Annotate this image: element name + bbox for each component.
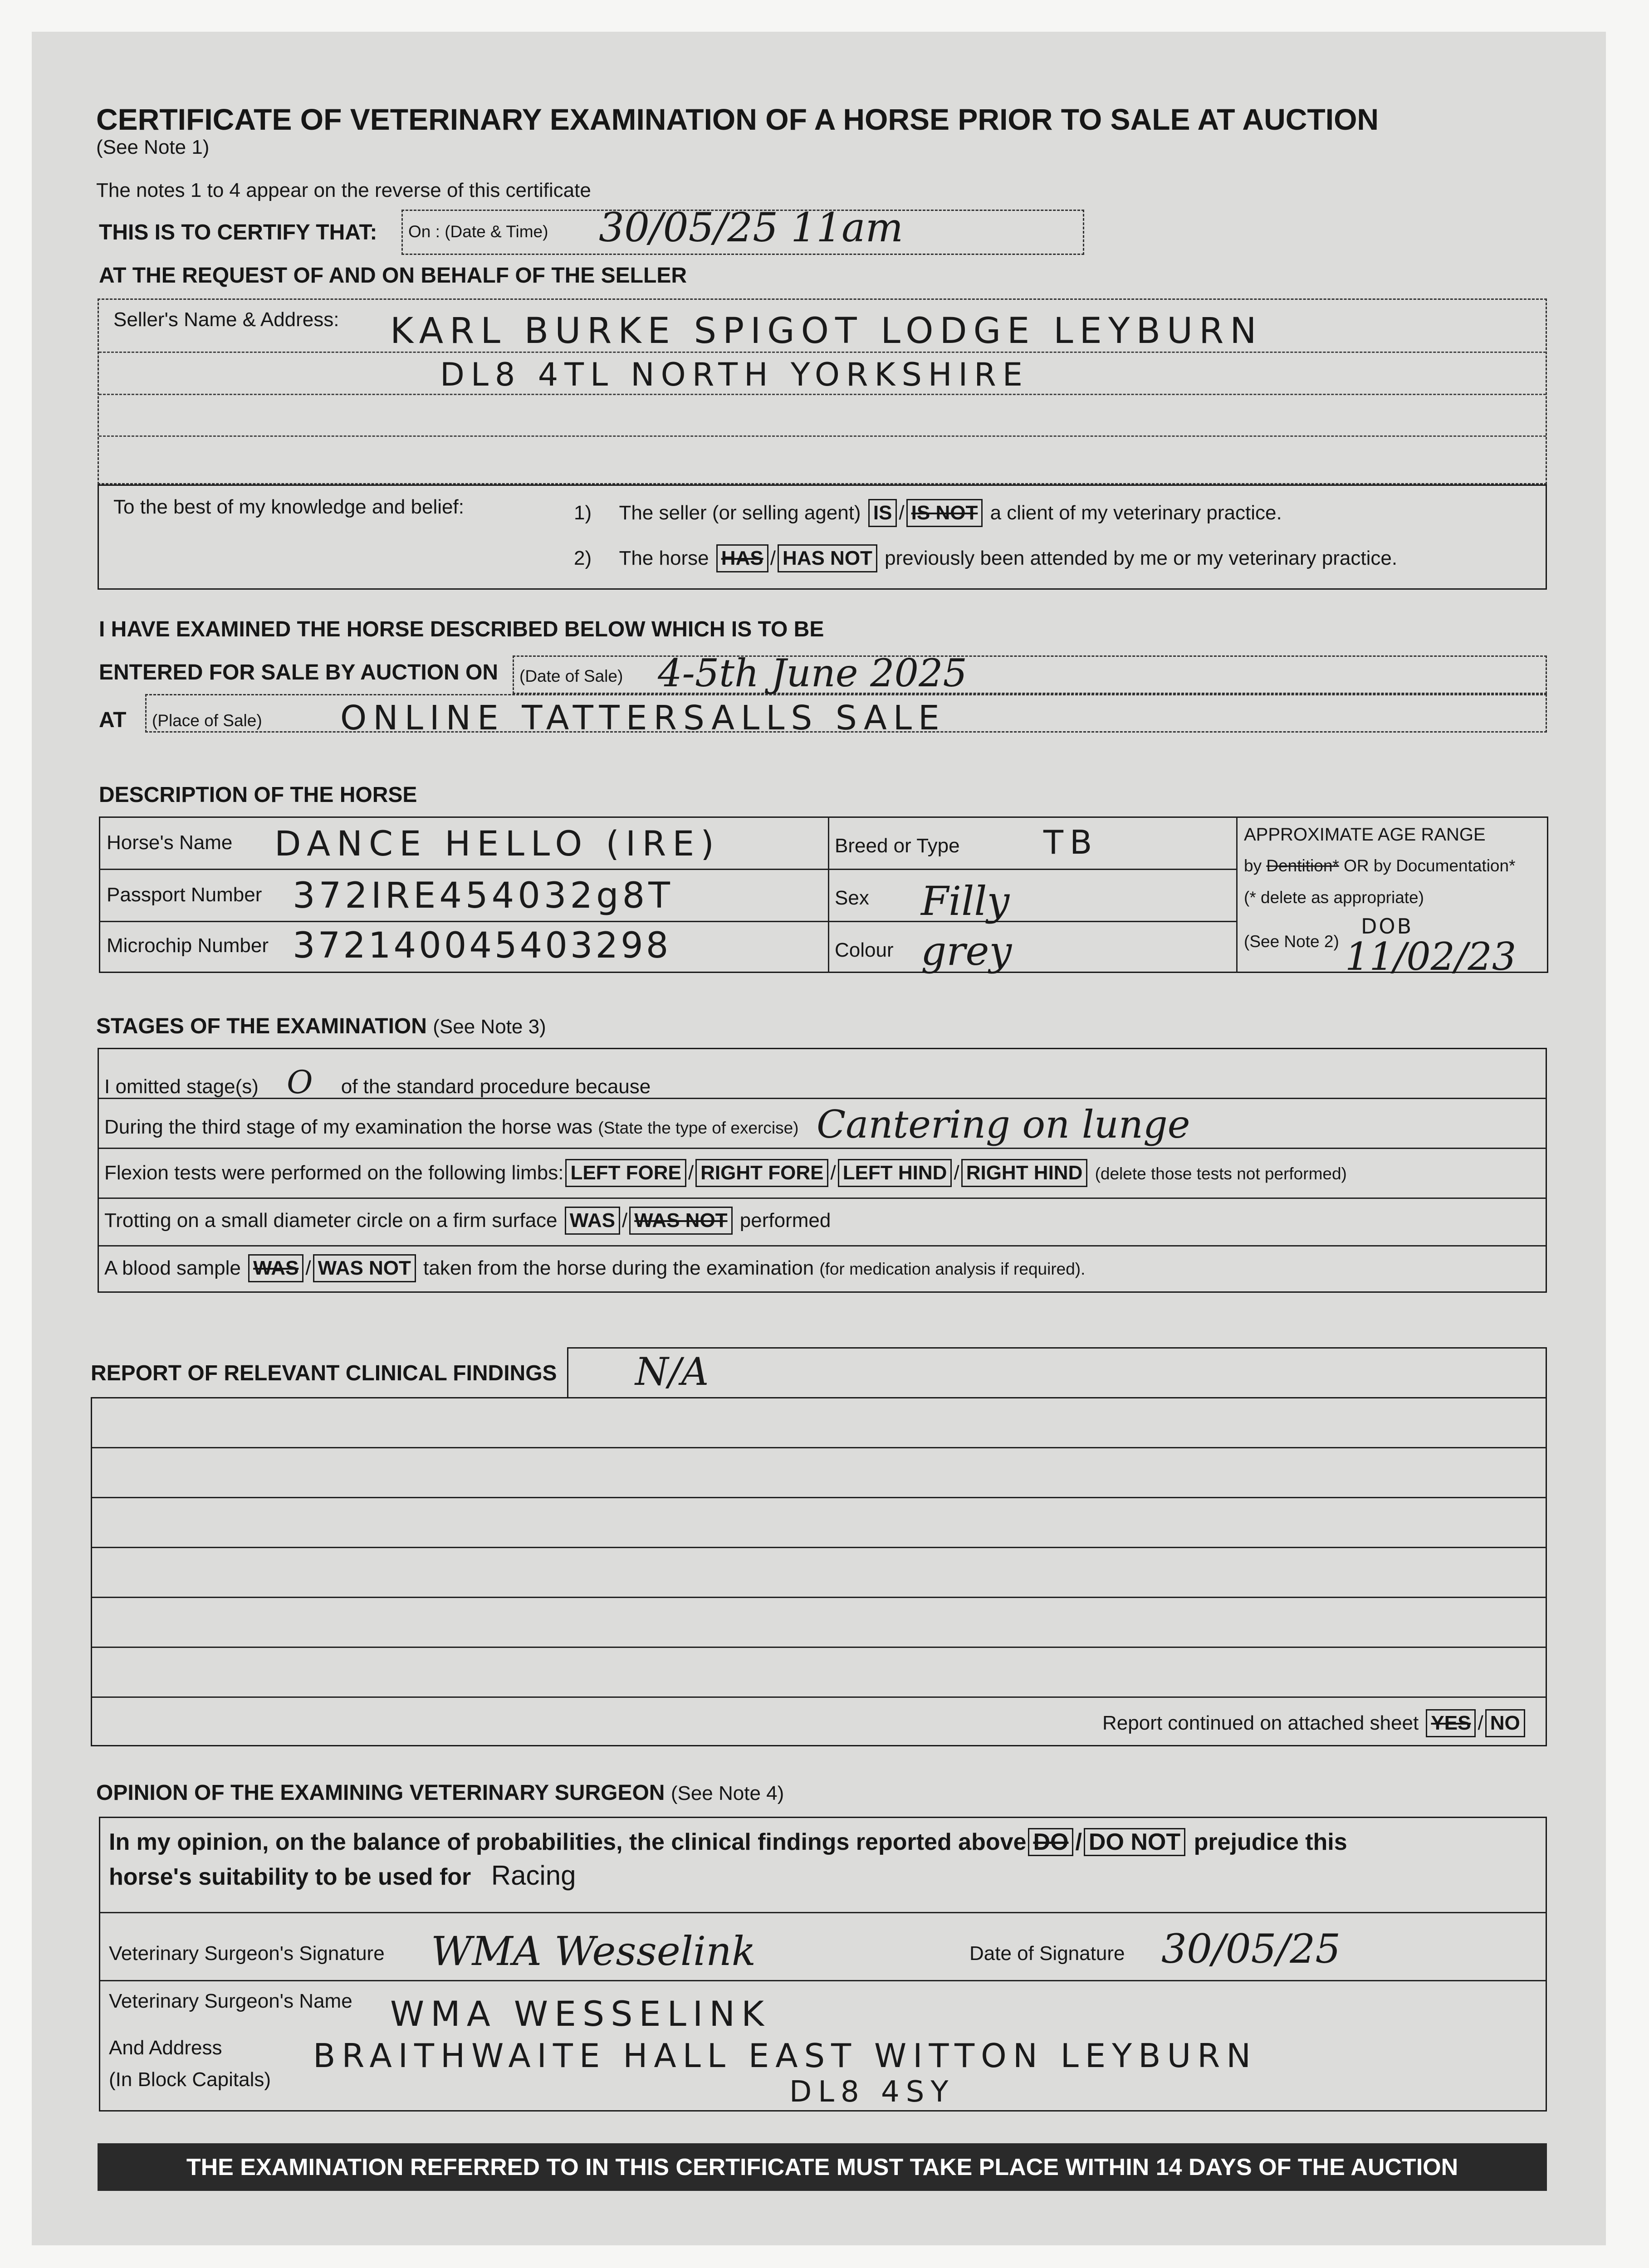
- statement-1-number: 1): [574, 502, 592, 524]
- trotting-row: [104, 1207, 831, 1235]
- date-time-label: On : (Date & Time): [408, 222, 548, 241]
- microchip-label: Microchip Number: [107, 934, 269, 957]
- opinion-line-1: [109, 1828, 1347, 1856]
- horse-row-divider-1: [99, 869, 1236, 870]
- age-dentition-option[interactable]: Dentition*: [1266, 856, 1339, 875]
- age-see-note-2: (See Note 2): [1244, 932, 1339, 951]
- blood-sep: /: [305, 1257, 311, 1279]
- report-first-line[interactable]: [567, 1347, 1547, 1397]
- stages-heading-note: (See Note 3): [433, 1016, 546, 1038]
- address-label-1: And Address: [109, 2037, 222, 2059]
- sale-date-label: (Date of Sale): [519, 667, 623, 685]
- opinion-line-2: [109, 1860, 576, 1891]
- third-stage-note: (State the type of exercise): [598, 1119, 799, 1137]
- opinion-sep: /: [1075, 1829, 1082, 1855]
- horse-has-not-option[interactable]: HAS NOT: [778, 544, 877, 572]
- sex-label: Sex: [835, 887, 869, 909]
- statement-2-text: The horse: [619, 547, 709, 569]
- horse-heading: DESCRIPTION OF THE HORSE: [99, 783, 417, 807]
- colour-label: Colour: [835, 939, 894, 961]
- blood-post: taken from the horse during the examination: [423, 1257, 814, 1279]
- footer-banner: THE EXAMINATION REFERRED TO IN THIS CERTIFICATE MUST TAKE PLACE WITHIN 14 DAYS OF THE AUCTION: [98, 2143, 1547, 2191]
- passport-label: Passport Number: [107, 884, 262, 906]
- statement-1: [574, 499, 1282, 527]
- breed-value[interactable]: TB: [1043, 823, 1099, 861]
- report-rule-2: [92, 1497, 1546, 1498]
- opinion-heading-text: OPINION OF THE EXAMINING VETERINARY SURGEON: [96, 1781, 665, 1805]
- colour-value[interactable]: grey: [921, 928, 1012, 974]
- statement-1-text: The seller (or selling agent): [619, 502, 861, 524]
- statement-2-post: previously been attended by me or my veterinary practice.: [885, 547, 1398, 569]
- opinion-purpose-value[interactable]: Racing: [491, 1860, 576, 1891]
- report-value[interactable]: N/A: [635, 1349, 709, 1394]
- report-continued-row: [1102, 1709, 1527, 1737]
- trotting-was-not-option[interactable]: WAS NOT: [629, 1207, 732, 1235]
- trotting-was-option[interactable]: WAS: [565, 1207, 620, 1235]
- opinion-rule-2: [100, 1980, 1546, 1981]
- sale-date-value: 4-5th June 2025: [658, 651, 967, 695]
- address-value-2[interactable]: DL8 4SY: [789, 2075, 955, 2109]
- blood-row: [104, 1254, 1085, 1282]
- flexion-sep-1: /: [688, 1162, 694, 1184]
- report-rule-3: [92, 1547, 1546, 1548]
- sale-place-value: ONLINE TATTERSALLS SALE: [340, 699, 946, 738]
- report-continued-label: Report continued on attached sheet: [1102, 1712, 1419, 1734]
- trotting-post: performed: [739, 1209, 831, 1232]
- blood-was-option[interactable]: WAS: [248, 1254, 303, 1282]
- blood-note: (for medication analysis if required).: [819, 1260, 1086, 1278]
- at-label: AT: [99, 708, 127, 732]
- vet-name-label: Veterinary Surgeon's Name: [109, 1990, 352, 2012]
- entered-label: ENTERED FOR SALE BY AUCTION ON: [99, 660, 499, 684]
- opinion-rule-1: [100, 1912, 1546, 1913]
- right-fore-option[interactable]: RIGHT FORE: [695, 1159, 828, 1187]
- stages-rule-2: [99, 1148, 1546, 1149]
- omitted-label: I omitted stage(s): [104, 1075, 259, 1098]
- certificate-title: CERTIFICATE OF VETERINARY EXAMINATION OF A HORSE PRIOR TO SALE AT AUCTION: [96, 103, 1379, 136]
- microchip-value[interactable]: 372140045403298: [293, 925, 671, 966]
- left-fore-option[interactable]: LEFT FORE: [565, 1159, 686, 1187]
- statement-2-number: 2): [574, 547, 592, 569]
- dob-label: DOB: [1361, 914, 1414, 938]
- seller-is-option[interactable]: IS: [868, 499, 897, 527]
- opinion-text: In my opinion, on the balance of probabilities, the clinical findings reported above: [109, 1829, 1027, 1855]
- sale-place-label: (Place of Sale): [152, 711, 262, 730]
- horse-name-value[interactable]: DANCE HELLO (IRE): [274, 823, 720, 864]
- horse-name-label: Horse's Name: [107, 831, 233, 854]
- omitted-row: [104, 1064, 651, 1101]
- seller-is-not-option[interactable]: IS NOT: [906, 499, 983, 527]
- right-hind-option[interactable]: RIGHT HIND: [961, 1159, 1088, 1187]
- seller-rule-3: [99, 435, 1546, 437]
- signature-label: Veterinary Surgeon's Signature: [109, 1942, 385, 1965]
- age-by: by: [1244, 856, 1262, 875]
- horse-col-divider-1: [828, 816, 829, 973]
- continued-sep: /: [1478, 1712, 1483, 1734]
- statement-1-sep: /: [899, 502, 905, 524]
- stages-rule-3: [99, 1198, 1546, 1199]
- continued-yes-option[interactable]: YES: [1426, 1709, 1476, 1737]
- seller-line1[interactable]: KARL BURKE SPIGOT LODGE LEYBURN: [390, 311, 1263, 352]
- report-heading: REPORT OF RELEVANT CLINICAL FINDINGS: [91, 1361, 557, 1385]
- third-stage-value[interactable]: Cantering on lunge: [817, 1102, 1190, 1147]
- passport-value[interactable]: 372IRE454032g8T: [293, 875, 674, 916]
- opinion-heading: [96, 1780, 784, 1805]
- address-value-1[interactable]: BRAITHWAITE HALL EAST WITTON LEYBURN: [313, 2037, 1258, 2075]
- seller-label: Seller's Name & Address:: [113, 308, 339, 331]
- continued-no-option[interactable]: NO: [1485, 1709, 1525, 1737]
- statement-2: [574, 544, 1397, 572]
- omitted-value[interactable]: O: [287, 1064, 313, 1101]
- report-rule-5: [92, 1647, 1546, 1648]
- examined-heading: I HAVE EXAMINED THE HORSE DESCRIBED BELOW WHICH IS TO BE: [99, 617, 824, 641]
- date-signature-label: Date of Signature: [969, 1942, 1125, 1965]
- seller-rule-2: [99, 394, 1546, 395]
- age-heading: APPROXIMATE AGE RANGE: [1244, 825, 1486, 845]
- statement-1-post: a client of my veterinary practice.: [990, 502, 1282, 524]
- date-time-value: 30/05/25 11am: [599, 204, 904, 251]
- date-signature-value[interactable]: 30/05/25: [1161, 1926, 1341, 1972]
- dob-value[interactable]: 11/02/23: [1345, 934, 1517, 979]
- third-stage-row: [104, 1116, 799, 1139]
- trotting-sep: /: [621, 1209, 628, 1232]
- age-delete-note: (* delete as appropriate): [1244, 888, 1424, 907]
- blood-was-not-option[interactable]: WAS NOT: [313, 1254, 416, 1282]
- report-rule-1: [92, 1447, 1546, 1448]
- horse-row-divider-2: [99, 921, 1236, 922]
- third-stage-label: During the third stage of my examination the horse was: [104, 1116, 593, 1138]
- breed-label: Breed or Type: [835, 835, 960, 857]
- opinion-text-post: prejudice this: [1194, 1829, 1347, 1855]
- signature-value[interactable]: WMA Wesselink: [431, 1928, 756, 1975]
- seller-rule-1: [99, 352, 1546, 353]
- trotting-label: Trotting on a small diameter circle on a firm surface: [104, 1209, 558, 1232]
- statement-2-sep: /: [770, 547, 776, 569]
- omitted-post: of the standard procedure because: [341, 1075, 651, 1098]
- sex-value[interactable]: Filly: [921, 878, 1010, 924]
- stages-heading: [96, 1014, 546, 1039]
- report-rule-4: [92, 1597, 1546, 1598]
- flexion-label: Flexion tests were performed on the following limbs:: [104, 1162, 564, 1184]
- flexion-row: [104, 1159, 1347, 1187]
- horse-has-option[interactable]: HAS: [716, 544, 768, 572]
- belief-label: To the best of my knowledge and belief:: [113, 496, 464, 518]
- age-documentation-option[interactable]: OR by Documentation*: [1344, 856, 1516, 875]
- blood-label: A blood sample: [104, 1257, 241, 1279]
- address-label-2: (In Block Capitals): [109, 2068, 271, 2091]
- opinion-do-not-option[interactable]: DO NOT: [1084, 1828, 1185, 1856]
- age-by-line: [1244, 856, 1515, 875]
- flexion-sep-3: /: [954, 1162, 959, 1184]
- left-hind-option[interactable]: LEFT HIND: [838, 1159, 952, 1187]
- see-note-1: (See Note 1): [96, 136, 210, 158]
- seller-line2[interactable]: DL8 4TL NORTH YORKSHIRE: [440, 356, 1029, 393]
- opinion-purpose-label: horse's suitability to be used for: [109, 1864, 471, 1890]
- opinion-do-option[interactable]: DO: [1028, 1828, 1073, 1856]
- vet-name-value[interactable]: WMA WESSELINK: [390, 1994, 770, 2034]
- notes-line: The notes 1 to 4 appear on the reverse of this certificate: [96, 179, 591, 201]
- horse-col-divider-2: [1236, 816, 1238, 973]
- flexion-sep-2: /: [830, 1162, 836, 1184]
- certify-label: THIS IS TO CERTIFY THAT:: [99, 220, 377, 244]
- stages-rule-4: [99, 1245, 1546, 1246]
- report-rule-6: [92, 1696, 1546, 1698]
- opinion-heading-note: (See Note 4): [670, 1782, 784, 1804]
- request-label: AT THE REQUEST OF AND ON BEHALF OF THE SELLER: [99, 264, 687, 288]
- flexion-note: (delete those tests not performed): [1095, 1164, 1347, 1183]
- stages-heading-text: STAGES OF THE EXAMINATION: [96, 1014, 427, 1038]
- report-box[interactable]: [91, 1397, 1547, 1746]
